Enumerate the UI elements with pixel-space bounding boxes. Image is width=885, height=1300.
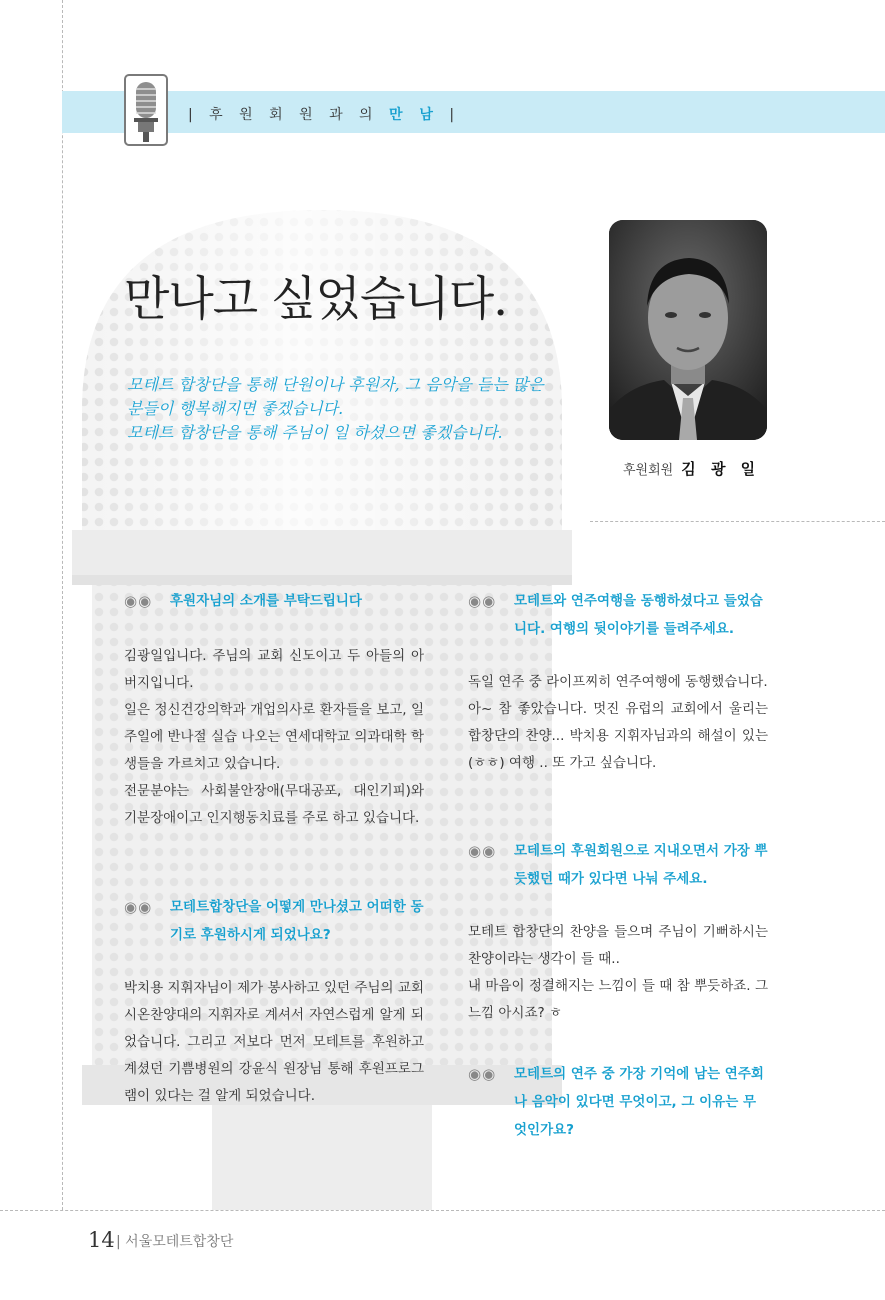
question-text: 모테트와 연주여행을 동행하셨다고 들었습니다. 여행의 뒷이야기를 들려주세요. [514,593,763,637]
page-title: 만나고 싶었습니다. [124,272,508,327]
section-label-text: | 후 원 회 원 과 의 [188,107,379,123]
question-text: 모테트합창단을 어떻게 만나셨고 어떠한 동기로 후원하시게 되었나요? [170,899,424,943]
section-header-band [62,91,885,133]
intro-line: 모테트 합창단을 통해 단원이나 후원자, 그 음악을 듣는 많은 [127,375,544,394]
member-caption [623,458,760,479]
right-column-question-4 [468,837,768,1027]
section-label-end: | [449,107,461,123]
bullet-icon: ◉◉ [124,592,153,610]
answer-paragraph: 박치용 지휘자님이 제가 봉사하고 있던 주님의 교회 시온찬양대의 지휘자로 계셔서 자연스럽게 알게 되었습니다. 그리고 저보다 먼저 모테트를 후원하고 계셨던 기쁨병원의 강윤식 원장님 통해 후원프로그램이 있다는 걸 알게 되었습니다. [124,980,424,1104]
publication-name: | 서울모테트합창단 [116,1234,234,1250]
bullet-icon: ◉◉ [124,898,153,916]
question-heading [468,837,768,893]
intro-line: 분들이 행복해지면 좋겠습니다. [127,399,344,418]
member-portrait-photo [609,220,767,440]
intro-quote [127,373,597,445]
left-column [124,587,424,832]
question-text: 모테트의 연주 중 가장 기억에 남는 연주회나 음악이 있다면 무엇이고, 그 이유는 무엇인가요? [514,1066,764,1138]
answer-paragraph: 김광일입니다. 주님의 교회 신도이고 두 아들의 아버지입니다. [124,648,424,691]
section-label-accent: 만 남 [389,107,439,123]
question-text: 모테트의 후원회원으로 지내오면서 가장 뿌듯했던 때가 있다면 나눠 주세요. [514,843,768,887]
question-heading [468,587,768,643]
answer-paragraph: 내 마음이 정결해지는 느낌이 들 때 참 뿌듯하죠. 그 느낌 아시죠? ㅎ [468,978,768,1021]
footer-divider [0,1210,885,1211]
member-name: 김 광 일 [681,460,761,478]
answer-paragraph: 모테트 합창단의 찬양을 들으며 주님이 기뻐하시는 찬양이라는 생각이 들 때.. [468,924,768,967]
question-heading [124,893,424,949]
question-text: 후원자님의 소개를 부탁드립니다 [170,593,362,609]
bullet-icon: ◉◉ [468,592,497,610]
answer-paragraph: 전문분야는 사회불안장애(무대공포, 대인기피)와 기분장애이고 인지행동치료를 주로 하고 있습니다. [124,783,424,826]
page-number: 14 [88,1228,115,1252]
left-column-question-2 [124,893,424,1110]
right-column [468,587,768,777]
intro-line: 모테트 합창단을 통해 주님이 일 하셨으면 좋겠습니다. [127,423,503,442]
bullet-icon: ◉◉ [468,1065,497,1083]
question-heading [468,1060,768,1144]
section-label [188,104,460,124]
right-column-question-5 [468,1060,768,1144]
bullet-icon: ◉◉ [468,842,497,860]
member-role: 후원회원 [623,463,674,478]
question-heading [124,587,424,615]
answer-paragraph: 아~ 참 좋았습니다. 멋진 유럽의 교회에서 울리는 합창단의 찬양... 박치용 지휘자님과의 해설이 있는(ㅎㅎ) 여행 .. 또 가고 싶습니다. [468,701,768,771]
divider-line [590,521,885,522]
answer-paragraph: 독일 연주 중 라이프찌히 연주여행에 동행했습니다. [468,674,768,690]
microphone-icon [124,74,168,146]
answer-paragraph: 일은 정신건강의학과 개업의사로 환자들을 보고, 일주일에 반나절 실습 나오는 연세대학교 의과대학 학생들을 가르치고 있습니다. [124,702,424,772]
